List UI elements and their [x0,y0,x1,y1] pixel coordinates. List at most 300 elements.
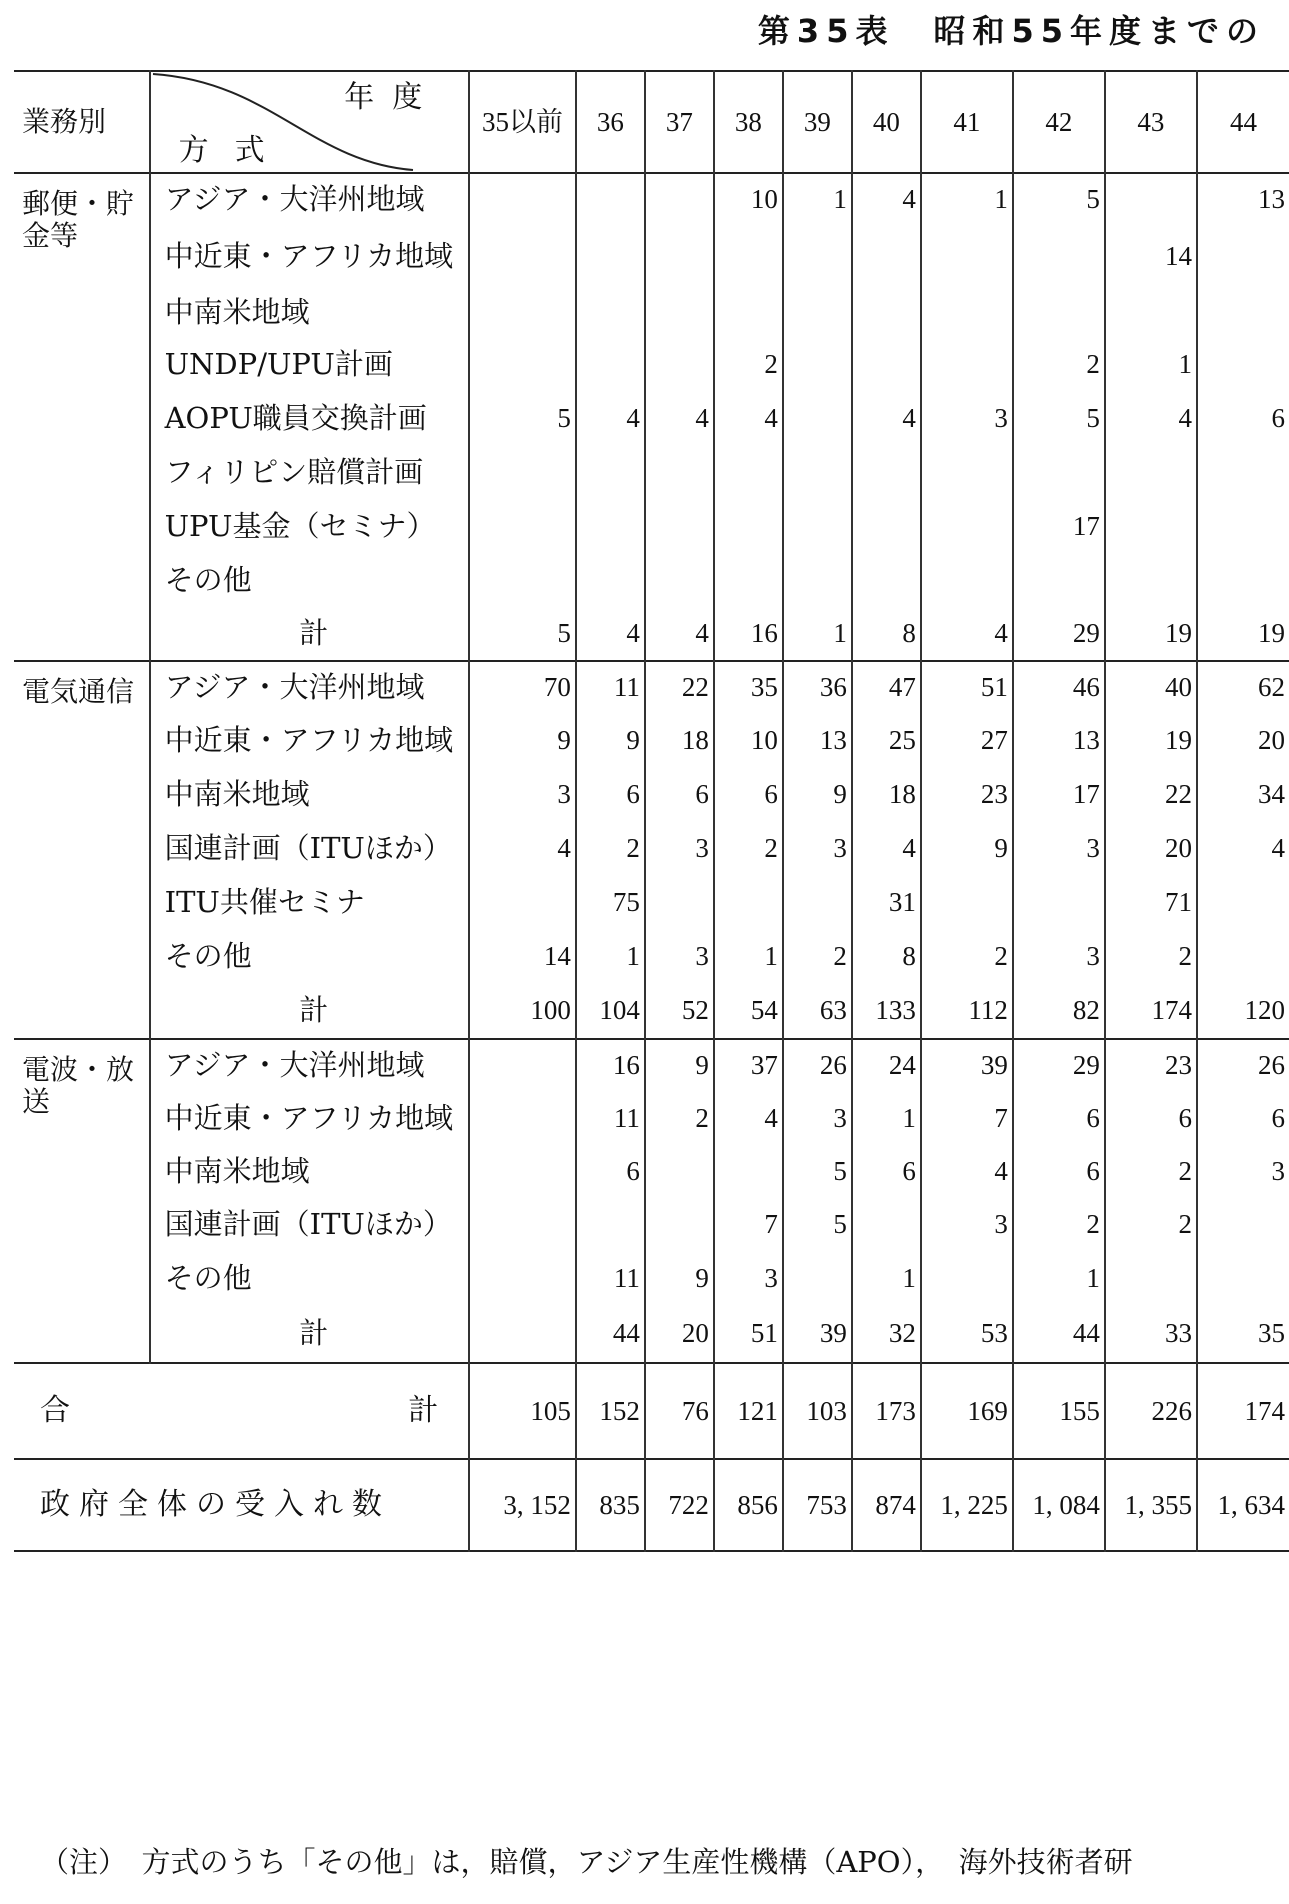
value-cell: 2 [714,821,783,875]
value-cell [783,1251,852,1305]
value-cell: 23 [1105,1039,1197,1091]
value-cell: 1 [1013,1251,1105,1305]
value-cell [1105,499,1197,553]
value-cell: 6 [714,767,783,821]
method-label: 中近東・アフリカ地域 [150,1091,470,1145]
value-cell: 6 [576,1145,645,1197]
header-year: 39 [783,71,852,173]
value-cell: 4 [576,607,645,661]
value-cell [645,445,714,499]
table-title: 第35表 昭和55年度までの [757,12,1265,50]
value-cell [576,337,645,391]
value-cell [1197,553,1289,607]
value-cell: 7 [714,1197,783,1251]
table-row [14,1197,1289,1251]
value-cell: 1 [783,173,852,225]
method-label: 中南米地域 [150,1145,470,1197]
table-row [14,225,1289,287]
value-cell: 44 [576,1305,645,1363]
table-row [14,337,1289,391]
value-cell: 2 [1105,929,1197,983]
value-cell: 1, 634 [1197,1459,1289,1551]
header-year: 36 [576,71,645,173]
value-cell [783,875,852,929]
value-cell [1197,499,1289,553]
value-cell [469,337,576,391]
table-row [14,713,1289,767]
value-cell: 20 [645,1305,714,1363]
value-cell: 105 [469,1363,576,1459]
value-cell [469,1305,576,1363]
value-cell: 104 [576,983,645,1039]
value-cell: 722 [645,1459,714,1551]
method-label: UPU基金（セミナ） [150,499,470,553]
method-label: アジア・大洋州地域 [150,1039,470,1091]
header-year-label: 年度 [344,80,441,115]
total-label-wrap [40,1395,438,1427]
table-row [14,1091,1289,1145]
value-cell [1105,1251,1197,1305]
value-cell [645,337,714,391]
value-cell: 18 [645,713,714,767]
value-cell [783,225,852,287]
value-cell [1197,225,1289,287]
value-cell [1197,337,1289,391]
category-label: 郵便・貯金等 [22,187,135,253]
value-cell: 5 [783,1145,852,1197]
value-cell: 29 [1013,607,1105,661]
method-label: 中南米地域 [150,767,470,821]
table-row [14,173,1289,225]
value-cell: 20 [1105,821,1197,875]
value-cell: 1, 355 [1105,1459,1197,1551]
value-cell: 33 [1105,1305,1197,1363]
category-label: 電気通信 [22,675,135,708]
value-cell [921,225,1013,287]
value-cell: 39 [783,1305,852,1363]
value-cell [714,445,783,499]
value-cell: 51 [921,661,1013,713]
value-cell [714,1145,783,1197]
value-cell: 5 [469,607,576,661]
header-year: 38 [714,71,783,173]
value-cell [1105,445,1197,499]
value-cell [469,499,576,553]
table-row [14,499,1289,553]
value-cell: 14 [1105,225,1197,287]
category-label: 電波・放送 [22,1053,135,1119]
table-row [14,661,1289,713]
value-cell [576,225,645,287]
value-cell: 155 [1013,1363,1105,1459]
value-cell: 47 [852,661,921,713]
table-row [14,1145,1289,1197]
table-row [14,1039,1289,1091]
method-label: その他 [150,929,470,983]
value-cell [645,173,714,225]
method-label: AOPU職員交換計画 [150,391,470,445]
value-cell: 2 [1105,1197,1197,1251]
value-cell [576,1197,645,1251]
value-cell: 174 [1197,1363,1289,1459]
value-cell [1105,287,1197,337]
value-cell: 63 [783,983,852,1039]
value-cell: 54 [714,983,783,1039]
value-cell: 9 [921,821,1013,875]
value-cell [645,1197,714,1251]
value-cell [1197,1197,1289,1251]
value-cell: 4 [852,821,921,875]
value-cell: 3 [1013,929,1105,983]
value-cell: 2 [921,929,1013,983]
value-cell: 13 [783,713,852,767]
value-cell: 5 [469,391,576,445]
value-cell: 1 [1105,337,1197,391]
value-cell: 2 [1105,1145,1197,1197]
method-label: アジア・大洋州地域 [150,173,470,225]
total-label-right: 計 [408,1393,439,1429]
value-cell: 31 [852,875,921,929]
value-cell: 19 [1197,607,1289,661]
government-label: 政府全体の受入れ数 [40,1487,391,1523]
value-cell [1013,225,1105,287]
total-row [14,1363,1289,1459]
value-cell [714,225,783,287]
value-cell: 40 [1105,661,1197,713]
value-cell: 2 [645,1091,714,1145]
value-cell [921,875,1013,929]
value-cell: 3 [783,1091,852,1145]
value-cell [1197,445,1289,499]
value-cell: 35 [1197,1305,1289,1363]
value-cell: 9 [645,1039,714,1091]
value-cell: 39 [921,1039,1013,1091]
value-cell [469,1039,576,1091]
value-cell [714,499,783,553]
value-cell: 874 [852,1459,921,1551]
value-cell: 1 [783,607,852,661]
value-cell [645,1145,714,1197]
value-cell: 3 [1197,1145,1289,1197]
value-cell: 121 [714,1363,783,1459]
value-cell: 44 [1013,1305,1105,1363]
table-row [14,821,1289,875]
government-row [14,1459,1289,1551]
value-cell [852,287,921,337]
value-cell: 11 [576,1251,645,1305]
value-cell: 5 [783,1197,852,1251]
value-cell: 5 [1013,173,1105,225]
header-category: 業務別 [22,104,107,138]
value-cell: 1 [576,929,645,983]
header-year: 41 [921,71,1013,173]
value-cell [852,1197,921,1251]
subtotal-row [14,607,1289,661]
method-label: 国連計画（ITUほか） [150,821,470,875]
table-row [14,391,1289,445]
value-cell [469,445,576,499]
statistics-table [14,70,1289,1552]
value-cell: 4 [921,1145,1013,1197]
value-cell [1013,445,1105,499]
subtotal-row [14,983,1289,1039]
value-cell: 3 [783,821,852,875]
value-cell [469,1197,576,1251]
value-cell: 34 [1197,767,1289,821]
value-cell [921,445,1013,499]
value-cell: 9 [576,713,645,767]
value-cell: 2 [783,929,852,983]
value-cell: 1 [714,929,783,983]
value-cell [1105,553,1197,607]
value-cell: 103 [783,1363,852,1459]
value-cell [576,553,645,607]
value-cell [783,553,852,607]
value-cell: 4 [852,391,921,445]
value-cell: 1 [852,1251,921,1305]
value-cell: 3 [714,1251,783,1305]
value-cell [921,1251,1013,1305]
value-cell [921,553,1013,607]
value-cell [469,1091,576,1145]
value-cell [469,173,576,225]
value-cell: 3 [1013,821,1105,875]
value-cell: 5 [1013,391,1105,445]
value-cell: 169 [921,1363,1013,1459]
value-cell [469,287,576,337]
value-cell: 173 [852,1363,921,1459]
value-cell: 1, 225 [921,1459,1013,1551]
method-label: アジア・大洋州地域 [150,661,470,713]
subtotal-label: 計 [150,1305,470,1363]
value-cell [1013,875,1105,929]
value-cell [714,553,783,607]
value-cell [852,499,921,553]
value-cell: 835 [576,1459,645,1551]
value-cell: 1 [921,173,1013,225]
table-row [14,445,1289,499]
value-cell: 27 [921,713,1013,767]
value-cell: 10 [714,173,783,225]
header-year: 40 [852,71,921,173]
value-cell: 22 [1105,767,1197,821]
value-cell: 62 [1197,661,1289,713]
value-cell: 100 [469,983,576,1039]
value-cell: 82 [1013,983,1105,1039]
value-cell: 133 [852,983,921,1039]
value-cell [1197,287,1289,337]
value-cell: 19 [1105,713,1197,767]
value-cell: 3, 152 [469,1459,576,1551]
header-row [14,71,1289,173]
value-cell [469,1145,576,1197]
value-cell: 20 [1197,713,1289,767]
subtotal-row [14,1305,1289,1363]
value-cell: 7 [921,1091,1013,1145]
value-cell: 16 [714,607,783,661]
value-cell: 13 [1197,173,1289,225]
value-cell: 4 [645,391,714,445]
value-cell: 52 [645,983,714,1039]
value-cell: 6 [1105,1091,1197,1145]
header-year: 35以前 [469,71,576,173]
value-cell: 112 [921,983,1013,1039]
value-cell [1197,1251,1289,1305]
value-cell: 4 [1197,821,1289,875]
value-cell [645,287,714,337]
value-cell: 13 [1013,713,1105,767]
value-cell [645,553,714,607]
value-cell: 6 [852,1145,921,1197]
value-cell: 8 [852,929,921,983]
header-year: 42 [1013,71,1105,173]
value-cell: 17 [1013,767,1105,821]
value-cell: 23 [921,767,1013,821]
value-cell: 36 [783,661,852,713]
value-cell: 4 [714,1091,783,1145]
value-cell [783,391,852,445]
value-cell: 9 [645,1251,714,1305]
value-cell [645,225,714,287]
value-cell: 75 [576,875,645,929]
value-cell [645,875,714,929]
value-cell: 174 [1105,983,1197,1039]
value-cell: 6 [576,767,645,821]
value-cell: 1, 084 [1013,1459,1105,1551]
header-year: 37 [645,71,714,173]
value-cell: 4 [469,821,576,875]
value-cell [921,499,1013,553]
value-cell [783,445,852,499]
value-cell: 22 [645,661,714,713]
value-cell: 8 [852,607,921,661]
value-cell: 35 [714,661,783,713]
value-cell [576,499,645,553]
value-cell: 6 [1013,1091,1105,1145]
value-cell: 6 [1197,391,1289,445]
header-year: 44 [1197,71,1289,173]
value-cell: 9 [469,713,576,767]
value-cell [469,1251,576,1305]
value-cell [852,337,921,391]
total-label-left: 合 [40,1393,70,1429]
value-cell: 4 [714,391,783,445]
value-cell: 4 [1105,391,1197,445]
value-cell: 18 [852,767,921,821]
value-cell: 2 [1013,1197,1105,1251]
table-row [14,287,1289,337]
table-row [14,875,1289,929]
value-cell: 3 [921,391,1013,445]
value-cell: 3 [645,929,714,983]
subtotal-label: 計 [150,607,470,661]
value-cell: 4 [576,391,645,445]
value-cell: 10 [714,713,783,767]
value-cell [1013,287,1105,337]
value-cell: 2 [576,821,645,875]
value-cell: 76 [645,1363,714,1459]
value-cell: 1 [852,1091,921,1145]
header-year: 43 [1105,71,1197,173]
table-row [14,553,1289,607]
value-cell: 226 [1105,1363,1197,1459]
value-cell [576,287,645,337]
footnote: （注） 方式のうち「その他」は，賠償，アジア生産性機構（APO）， 海外技術者研 [40,1845,1133,1879]
method-label: 中南米地域 [150,287,470,337]
value-cell [783,499,852,553]
value-cell [469,553,576,607]
value-cell: 11 [576,661,645,713]
value-cell: 25 [852,713,921,767]
value-cell: 16 [576,1039,645,1091]
value-cell: 3 [645,821,714,875]
value-cell: 26 [783,1039,852,1091]
value-cell: 753 [783,1459,852,1551]
value-cell [714,287,783,337]
value-cell: 19 [1105,607,1197,661]
value-cell: 3 [469,767,576,821]
method-label: 国連計画（ITUほか） [150,1197,470,1251]
value-cell: 46 [1013,661,1105,713]
method-label: フィリピン賠償計画 [150,445,470,499]
value-cell [852,445,921,499]
value-cell [714,875,783,929]
value-cell: 6 [645,767,714,821]
value-cell: 6 [1197,1091,1289,1145]
header-method-label: 方式 [178,132,291,168]
value-cell [783,287,852,337]
value-cell: 152 [576,1363,645,1459]
value-cell: 37 [714,1039,783,1091]
total-label [14,1363,469,1459]
value-cell: 24 [852,1039,921,1091]
value-cell: 29 [1013,1039,1105,1091]
table-row [14,1251,1289,1305]
subtotal-label: 計 [150,983,470,1039]
value-cell: 9 [783,767,852,821]
value-cell [921,337,1013,391]
header-corner [150,71,470,173]
value-cell: 71 [1105,875,1197,929]
value-cell [852,553,921,607]
value-cell: 14 [469,929,576,983]
value-cell: 120 [1197,983,1289,1039]
value-cell: 6 [1013,1145,1105,1197]
method-label: その他 [150,1251,470,1305]
value-cell: 2 [714,337,783,391]
value-cell: 32 [852,1305,921,1363]
method-label: 中近東・アフリカ地域 [150,713,470,767]
value-cell: 4 [852,173,921,225]
value-cell [921,287,1013,337]
value-cell: 856 [714,1459,783,1551]
method-label: ITU共催セミナ [150,875,470,929]
table-row [14,767,1289,821]
value-cell: 2 [1013,337,1105,391]
value-cell [576,445,645,499]
value-cell: 70 [469,661,576,713]
table-row [14,929,1289,983]
value-cell [1105,173,1197,225]
value-cell [852,225,921,287]
value-cell: 4 [645,607,714,661]
value-cell: 4 [921,607,1013,661]
value-cell: 17 [1013,499,1105,553]
value-cell: 51 [714,1305,783,1363]
value-cell: 11 [576,1091,645,1145]
value-cell: 53 [921,1305,1013,1363]
method-label: その他 [150,553,470,607]
